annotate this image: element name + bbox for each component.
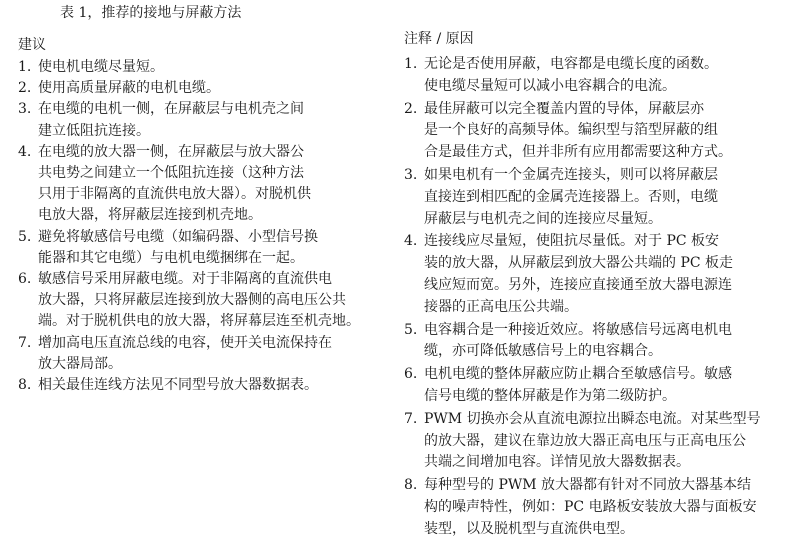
item-line: 连接线应尽量短，使阻抗尽量低。对于 PC 板安 xyxy=(424,233,720,250)
recommendation-item xyxy=(18,99,393,141)
note-item xyxy=(404,364,796,408)
item-line: 缆，亦可降低敏感信号上的电容耦合。 xyxy=(424,343,662,360)
item-line: 共端之间增加电容。详情见放大器数据表。 xyxy=(424,454,690,471)
item-line: 端。对于脱机供电的放大器，将屏幕层连至机壳地。 xyxy=(38,313,360,330)
item-text xyxy=(424,54,796,98)
item-line: 最佳屏蔽可以完全覆盖内置的导体，屏蔽层亦 xyxy=(424,100,704,117)
item-text xyxy=(38,57,393,78)
recommendations-header: 建议 xyxy=(18,37,46,53)
item-number: 4. xyxy=(404,233,418,250)
item-text xyxy=(424,165,796,230)
note-item xyxy=(404,54,796,98)
item-text xyxy=(424,409,796,474)
item-text xyxy=(38,227,393,269)
item-number: 7. xyxy=(18,334,32,351)
note-item xyxy=(404,165,796,230)
recommendation-item xyxy=(18,57,393,78)
item-number: 8. xyxy=(404,477,418,494)
item-number: 2. xyxy=(404,100,418,117)
item-number: 6. xyxy=(404,366,418,383)
item-number: 4. xyxy=(18,143,32,160)
item-line: PWM 切换亦会从直流电源拉出瞬态电流。对某些型号 xyxy=(424,410,761,427)
recommendations-list xyxy=(18,57,393,396)
item-line: 放大器，只将屏蔽层连接到放大器侧的高电压公共 xyxy=(38,292,346,309)
item-line: 直接连到相匹配的金属壳连接器上。否则，电缆 xyxy=(424,188,718,205)
item-line: 信号电缆的整体屏蔽是作为第二级防护。 xyxy=(424,387,676,404)
item-number: 8. xyxy=(18,377,32,394)
note-item xyxy=(404,475,796,540)
item-line: 电放大器，将屏蔽层连接到机壳地。 xyxy=(38,207,262,224)
recommendation-item xyxy=(18,78,393,99)
note-item xyxy=(404,320,796,364)
item-line: 接器的正高电压公共端。 xyxy=(424,298,578,315)
item-line: 是一个良好的高频导体。编织型与箔型屏蔽的组 xyxy=(424,122,718,139)
item-line: 屏蔽层与电机壳之间的连接应尽量短。 xyxy=(424,210,662,227)
item-line: 使电缆尽量短可以减小电容耦合的电流。 xyxy=(424,77,676,94)
item-number: 3. xyxy=(404,166,418,183)
item-text xyxy=(38,375,393,396)
recommendation-item xyxy=(18,142,393,227)
notes-list xyxy=(404,54,796,541)
item-text xyxy=(424,231,796,318)
item-number: 1. xyxy=(18,59,32,75)
notes-header: 注释 / 原因 xyxy=(404,31,474,47)
recommendation-item xyxy=(18,333,393,375)
item-text xyxy=(38,99,393,141)
item-text xyxy=(424,475,796,540)
item-line: 在电缆的电机一侧，在屏蔽层与电机壳之间 xyxy=(38,101,304,118)
item-number: 2. xyxy=(18,80,32,97)
recommendations-column xyxy=(18,35,393,396)
item-number: 1. xyxy=(404,56,418,72)
item-text xyxy=(38,78,393,99)
table-title: 表 1，推荐的接地与屏蔽方法 xyxy=(60,5,242,21)
notes-column xyxy=(404,29,796,542)
item-line: 的放大器，建议在靠边放大器正高电压与正高电压公 xyxy=(424,432,746,449)
note-item xyxy=(404,231,796,318)
note-item xyxy=(404,99,796,164)
item-line: 放大器局部。 xyxy=(38,355,122,372)
item-text xyxy=(38,333,393,375)
item-text xyxy=(424,320,796,364)
recommendation-item xyxy=(18,227,393,269)
item-text xyxy=(424,364,796,408)
item-number: 5. xyxy=(404,321,418,338)
item-line: 如果电机有一个金属壳连接头，则可以将屏蔽层 xyxy=(424,166,718,183)
item-number: 6. xyxy=(18,271,32,288)
recommendation-item xyxy=(18,269,393,333)
item-line: 只用于非隔离的直流供电放大器）。对脱机供 xyxy=(38,186,311,203)
item-number: 3. xyxy=(18,101,32,118)
recommendation-item xyxy=(18,375,393,396)
item-line: 装型，以及脱机型与直流供电型。 xyxy=(424,520,634,537)
note-item xyxy=(404,409,796,474)
item-line: 合是最佳方式，但并非所有应用都需要这种方式。 xyxy=(424,144,732,161)
item-number: 5. xyxy=(18,228,32,245)
item-text xyxy=(38,269,393,333)
item-number: 7. xyxy=(404,410,418,427)
item-line: 使用高质量屏蔽的电机电缆。 xyxy=(38,80,220,97)
item-line: 使电机电缆尽量短。 xyxy=(38,59,164,75)
item-text xyxy=(38,142,393,227)
item-line: 在电缆的放大器一侧，在屏蔽层与放大器公 xyxy=(38,143,304,160)
item-line: 装的放大器，从屏蔽层到放大器公共端的 PC 板走 xyxy=(424,255,734,272)
item-line: 能器和其它电缆）与电机电缆捆绑在一起。 xyxy=(38,249,304,266)
item-line: 每种型号的 PWM 放大器都有针对不同放大器基本结 xyxy=(424,477,752,494)
item-line: 构的噪声特性，例如：PC 电路板安装放大器与面板安 xyxy=(424,498,757,515)
item-line: 避免将敏感信号电缆（如编码器、小型信号换 xyxy=(38,228,318,245)
item-line: 电机电缆的整体屏蔽应防止耦合至敏感信号。敏感 xyxy=(424,366,732,383)
item-line: 增加高电压直流总线的电容，使开关电流保持在 xyxy=(38,334,332,351)
item-line: 建立低阻抗连接。 xyxy=(38,122,150,139)
item-line: 线应短而宽。另外，连接应直接通至放大器电源连 xyxy=(424,276,732,293)
item-line: 共电势之间建立一个低阻抗连接（这种方法 xyxy=(38,165,304,182)
item-line: 敏感信号采用屏蔽电缆。对于非隔离的直流供电 xyxy=(38,271,332,288)
item-text xyxy=(424,99,796,164)
item-line: 相关最佳连线方法见不同型号放大器数据表。 xyxy=(38,377,318,394)
item-line: 无论是否使用屏蔽，电容都是电缆长度的函数。 xyxy=(424,56,718,72)
item-line: 电容耦合是一种接近效应。将敏感信号远离电机电 xyxy=(424,321,732,338)
